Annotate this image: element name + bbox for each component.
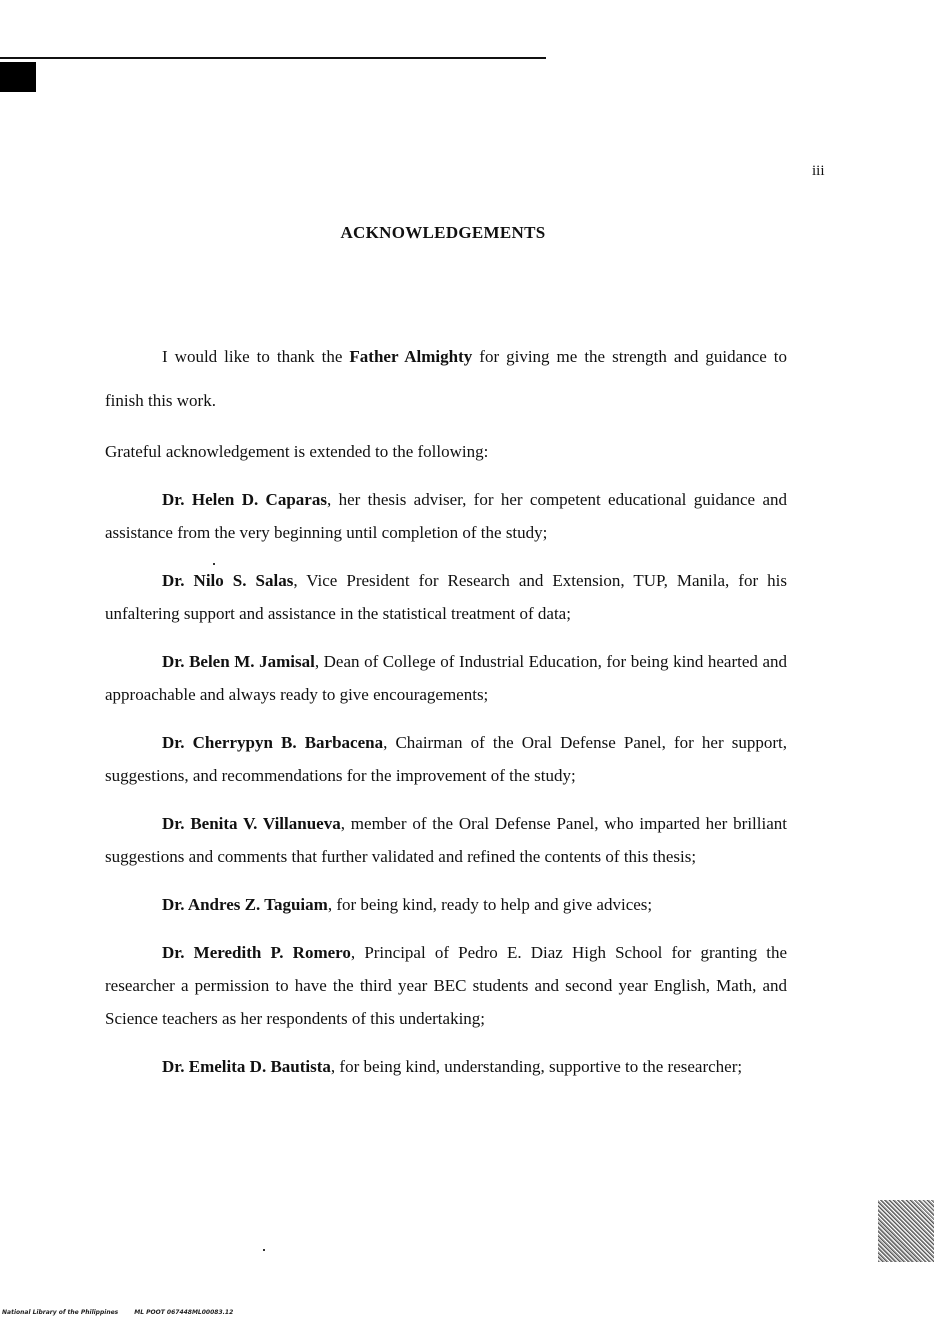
ack-text: , for being kind, ready to help and give advices; xyxy=(327,895,653,914)
lead-paragraph: Grateful acknowledgement is extended to the following: xyxy=(105,442,489,461)
footer-library: National Library of the Philippines xyxy=(2,1309,119,1316)
ack-name: Dr. Emelita D. Bautista xyxy=(162,1057,331,1076)
ack-text: , her thesis adviser, for her competent educational guidance and assistance from the very beginning until completion of the study; xyxy=(105,490,787,542)
ack-name: Dr. Nilo S. Salas xyxy=(162,571,294,590)
page-title: ACKNOWLEDGEMENTS xyxy=(340,223,546,242)
acknowledgement-item xyxy=(105,483,787,549)
acknowledgement-item xyxy=(105,888,787,921)
intro-paragraph xyxy=(105,335,787,423)
scan-footer xyxy=(2,1309,233,1316)
ack-name: Dr. Belen M. Jamisal xyxy=(162,652,315,671)
acknowledgement-item xyxy=(105,726,787,792)
acknowledgement-item xyxy=(105,645,787,711)
ack-name: Dr. Meredith P. Romero xyxy=(162,943,351,962)
scan-speck xyxy=(213,563,215,565)
ack-text: , member of the Oral Defense Panel, who imparted her brilliant suggestions and comments that further validated and refined the contents of this thesis; xyxy=(105,814,787,866)
ack-text: , for being kind, understanding, supportive to the researcher; xyxy=(330,1057,743,1076)
ack-text: , Dean of College of Industrial Education, for being kind hearted and approachable and always ready to give encouragements; xyxy=(105,652,787,704)
intro-bold: Father Almighty xyxy=(349,347,473,366)
ack-text: , Vice President for Research and Extension, TUP, Manila, for his unfaltering support and assistance in the statistical treatment of data; xyxy=(105,571,787,623)
scan-edge-line xyxy=(0,57,546,59)
ack-name: Dr. Cherrypyn B. Barbacena xyxy=(162,733,384,752)
scan-marker-block xyxy=(0,62,36,92)
ack-name: Dr. Helen D. Caparas xyxy=(162,490,327,509)
ack-text: , Chairman of the Oral Defense Panel, for her support, suggestions, and recommendations for the improvement of the study; xyxy=(105,733,787,785)
scan-noise-corner xyxy=(878,1200,934,1262)
intro-text-after: for giving me the strength and guidance to finish this work. xyxy=(105,347,787,410)
scan-speck xyxy=(263,1249,265,1251)
page-number: iii xyxy=(812,163,825,179)
footer-code: ML POOT 067448ML00083.12 xyxy=(134,1309,234,1316)
ack-text: , Principal of Pedro E. Diaz High School for granting the researcher a permission to have the third year BEC students and second year English, Math, and Science teachers as her respondents of this undertaking; xyxy=(105,943,788,1028)
ack-name: Dr. Benita V. Villanueva xyxy=(162,814,341,833)
acknowledgement-item xyxy=(105,807,787,873)
acknowledgement-item xyxy=(105,1050,787,1083)
acknowledgement-item xyxy=(105,564,787,630)
ack-name: Dr. Andres Z. Taguiam xyxy=(162,895,328,914)
intro-text-before: I would like to thank the xyxy=(162,347,350,366)
acknowledgements-body xyxy=(105,335,787,1083)
acknowledgement-item xyxy=(105,936,787,1035)
